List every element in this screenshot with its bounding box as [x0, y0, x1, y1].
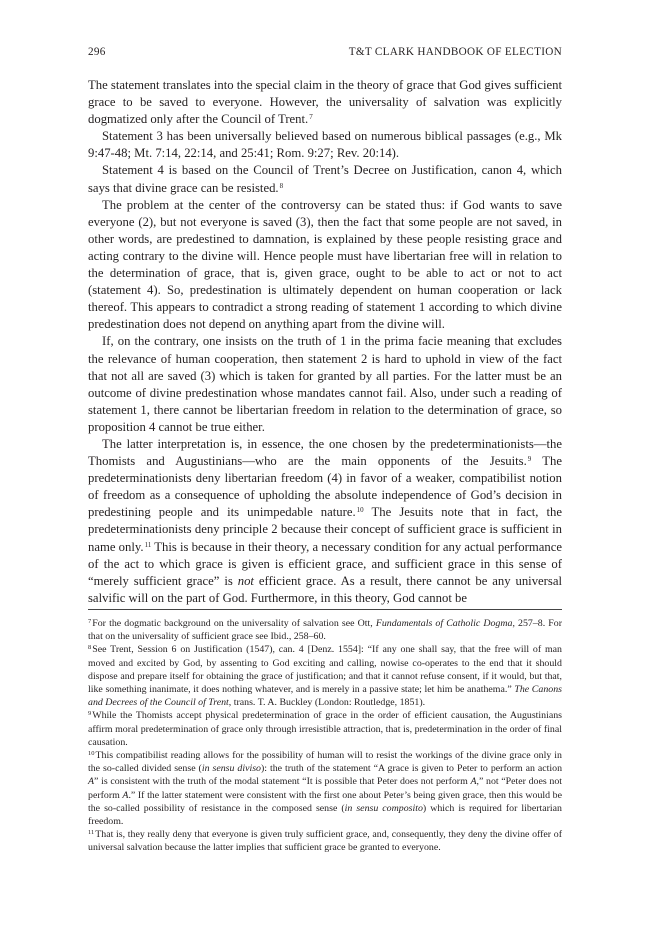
body-text [88, 77, 562, 607]
footnote-ref-9[interactable]: 9 [527, 455, 532, 464]
footnote-10: $^{10}$This compatibilist reading allows for the possibility of human will to resist the workings of the divine grace only in the so-called divided sense (in sensu diviso): the truth of the statement “A grace is given to Peter to perform an action A” is consistent with the truth of the modal statement “It is possible that Peter does not perform A,” not “Peter does not perform A.” If the latter statement were consistent with the first one about Peter’s being given grace, then this would be the so-called possibility of resistance in the composed sense (in sensu composito) which is required for libertarian freedom. [88, 750, 563, 828]
footnote-ref-10[interactable]: 10 [356, 506, 364, 515]
footnote-7: $^7$For the dogmatic background on the universality of salvation see Ott, Fundamentals of Catholic Dogma, 257–8. For that on the universality of sufficient grace see Ibid., 258–60. [88, 618, 563, 643]
paragraph-5: If, on the contrary, one insists on the truth of 1 in the prima facie meaning that excludes the relevance of human cooperation, then statement 2 is hard to uphold in view of the fact that not all are saved (3) which is taken for granted by all parties. For the latter must be an outcome of divine predestination whose mandates cannot fail. Also, under such a reading of statement 1, there cannot be libertarian freedom in relation to the determination of grace, so proposition 4 cannot be true either. [88, 334, 562, 434]
emphasis: not [237, 573, 254, 588]
running-head [88, 46, 562, 58]
footnote-8: $^8$See Trent, Session 6 on Justification (1547), can. 4 [Denz. 1554]: “If any one shall say, that the free will of man moved and excited by God, by assenting to God exciting and calling, nowise co-operates to the end that it should dispose and prepare itself for obtaining the grace of justification; and that it cannot refuse consent, if it would, but that, like something inanimate, it does nothing whatever, and is merely in a passive state; let him be anathema.” The Canons and Decrees of the Council of Trent, trans. T. A. Buckley (London: Routledge, 1851). [88, 644, 562, 709]
footnote-ref-8[interactable]: 8 [279, 181, 284, 190]
footnote-number: 7 [88, 618, 92, 625]
paragraph-3: Statement 4 is based on the Council of Trent’s Decree on Justification, canon 4, which says that divine grace can be resisted.$^8$ [88, 163, 562, 195]
footnote-number: 10 [88, 750, 95, 758]
footnote-ref-7[interactable]: 7 [309, 113, 313, 122]
footnote-ref-11[interactable]: 11 [144, 540, 152, 549]
footnotes [88, 617, 562, 855]
footnote-9: $^9$While the Thomists accept physical predetermination of grace in the order of efficient causation, the Augustinians affirm moral predetermination of grace only through irresistible attraction, that is, predetermination in the order of final causation. [88, 710, 562, 748]
footnote-number: 11 [88, 829, 95, 837]
running-title: T&T CLARK HANDBOOK OF ELECTION [348, 46, 562, 58]
paragraph-4: The problem at the center of the controversy can be stated thus: if God wants to save everyone (2), but not everyone is saved (3), then the fact that some people are not saved, in other words, are predestined to damnation, is explained by these people resisting grace and acting contrary to the divine will. Hence people must have libertarian free will in relation to the determination of grace, that is, given grace, ought to be able to act or not to act (statement 4). So, predestination is ultimately dependent on human cooperation or lack thereof. This appears to contradict a strong reading of statement 1 according to which divine predestination does not depend on anything apart from the divine will. [88, 197, 562, 332]
footnote-11: $^{11}$That is, they really deny that everyone is given truly sufficient grace, and, consequently, they deny the divine offer of universal salvation because the latter implies that sufficient grace be granted to everyone. [88, 829, 562, 854]
footnote-number: 9 [88, 710, 92, 718]
paragraph-2: Statement 3 has been universally believed based on numerous biblical passages (e.g., Mk 9:47-48; Mt. 7:14, 22:14, and 25:41; Rom. 9:27; Rev. 20:14). [88, 129, 562, 161]
page-number: 296 [88, 46, 106, 58]
paragraph-1: The statement translates into the special claim in the theory of grace that God gives sufficient grace to be saved to everyone. However, the universality of salvation was explicitly dogmatized only after the Council of Trent.$^7$ [88, 78, 562, 127]
footnote-divider [88, 609, 562, 610]
footnote-number: 8 [88, 644, 92, 652]
paragraph-6: The latter interpretation is, in essence, the one chosen by the predeterminationists—the Thomists and Augustinians—who are the main opponents of the Jesuits.$^9$ The predeterminationists deny libertarian freedom (4) in favor of a weaker, compatibilist notion of freedom as a consequence of upholding the absolute independence of God’s decision in predestining people and its unimpedable nature.$^{10}$ The Jesuits note that in fact, the predeterminationists deny principle 2 because their concept of sufficient grace is sufficient in name only.$^{11}$ This is because in their theory, a necessary condition for any actual performance of the act to which grace is given is efficient grace, and sufficient grace in this sense of “merely sufficient grace” is not efficient grace. As a result, there cannot be any universal salvific will on the part of God. Furthermore, in this theory, God cannot be [88, 436, 563, 605]
